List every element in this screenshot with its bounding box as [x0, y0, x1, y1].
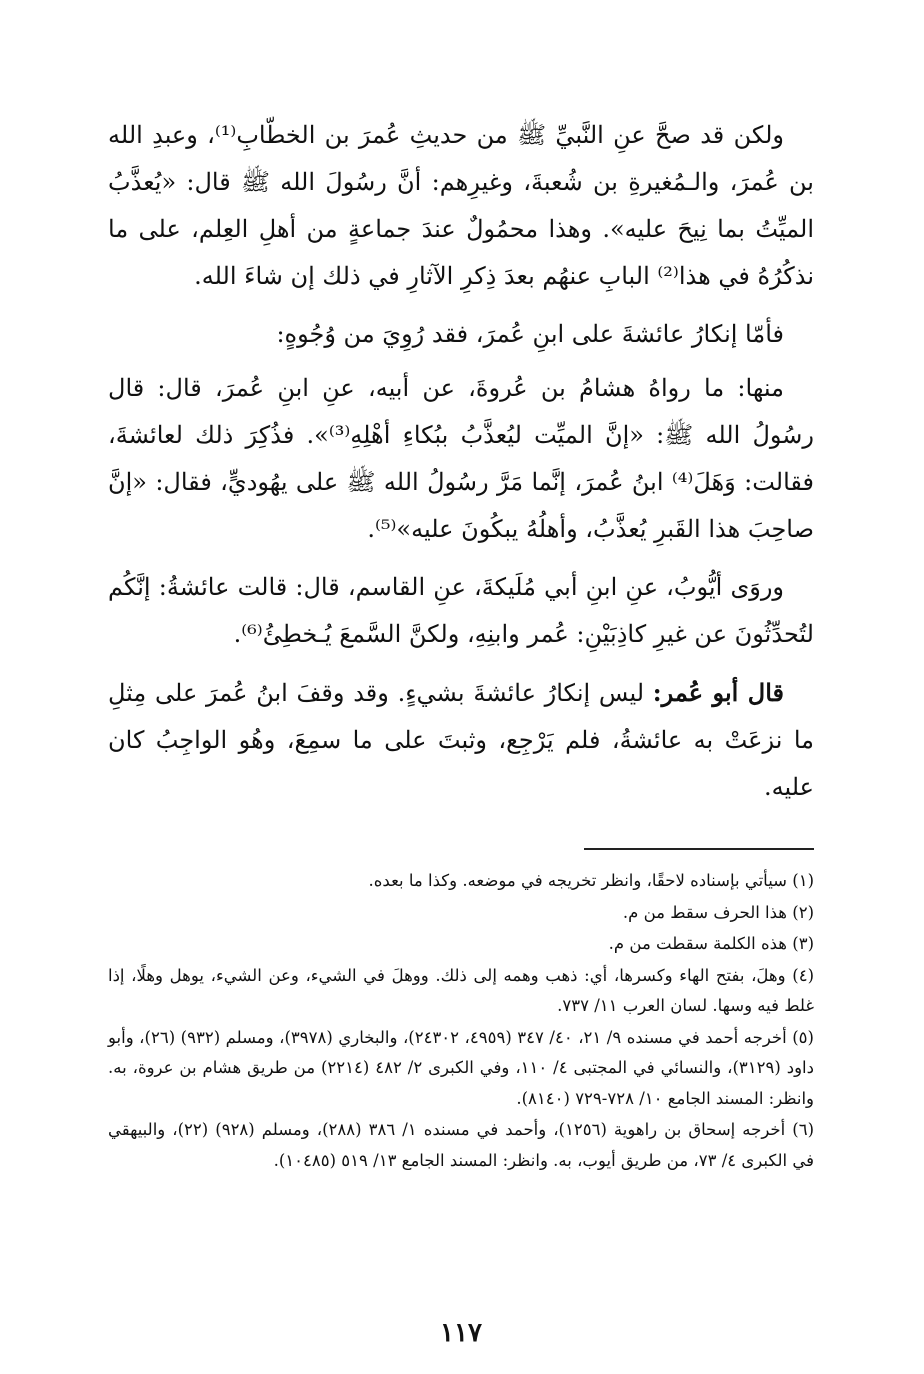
paragraph-5-text: ليس إنكارُ عائشةَ بشيءٍ. وقد وقفَ ابنُ عُمرَ على مِثلِ ما نزعَتْ به عائشةُ، فلم يَرْجِع، وثبتَ على ما سمِعَ، وهُو الواجِبُ كان عليه. — [108, 679, 814, 801]
paragraph-4: وروَى أيُّوبُ، عنِ ابنِ أبي مُلَيكةَ، عنِ القاسم، قال: قالت عائشةُ: إنَّكُم لتُحدِّثُونَ عن غيرِ كاذِبَيْنِ: عُمر وابنِهِ، ولكنَّ السَّمعَ يُـخطِئُ⁽⁶⁾. — [108, 573, 814, 648]
footnote-5: (٥) أخرجه أحمد في مسنده ٩/ ٢١، ٤٠/ ٣٤٧ (٤٩٥٩، ٢٤٣٠٢)، والبخاري (٣٩٧٨)، ومسلم (٩٣٢) (٢٦)، وأبو داود (٣١٢٩)، والنسائي في المجتبى ٤/ ١١٠، وفي الكبرى ٢/ ٤٨٢ (٢٢١٤) من طريق هشام بن عروة، به. وانظر: المسند الجامع ١٠/ ٧٢٨-٧٢٩ (٨١٤٠). — [108, 1027, 814, 1108]
footnote-2: (٢) هذا الحرف سقط من م. — [622, 902, 814, 922]
speaker-lead: قال أبو عُمر: — [652, 678, 784, 707]
paragraph-1: ولكن قد صحَّ عنِ النَّبيِّ ﷺ من حديثِ عُمرَ بن الخطّابِ⁽¹⁾، وعبدِ الله بن عُمرَ، والـمُغيرةِ بن شُعبةَ، وغيرِهم: أنَّ رسُولَ الله ﷺ قال: «يُعذَّبُ الميِّتُ بما نِيحَ عليه». وهذا محمُولٌ عندَ جماعةٍ من أهلِ العِلم، على ما نذكُرُهُ في هذا⁽²⁾ البابِ عنهُم بعدَ ذِكرِ الآثارِ في ذلك إن شاءَ الله. — [108, 121, 814, 290]
paragraph-2: فأمّا إنكارُ عائشةَ على ابنِ عُمرَ، فقد رُوِيَ من وُجُوهٍ: — [276, 320, 784, 348]
footnotes — [108, 866, 814, 1177]
footnote-3: (٣) هذه الكلمة سقطت من م. — [608, 934, 814, 953]
footnote-1: (١) سيأتي بإسناده لاحقًا، وانظر تخريجه في موضعه. وكذا ما بعده. — [368, 871, 814, 890]
paragraph-5 — [108, 669, 814, 811]
book-page — [108, 0, 814, 1374]
footnote-separator — [584, 848, 814, 850]
main-text — [108, 112, 814, 822]
footnote-4: (٤) وهلَ، بفتح الهاء وكسرها، أي: ذهب وهمه إلى ذلك. ووهلَ في الشيء، وعن الشيء، يوهل وهلًا، إذا غلط فيه وسها. لسان العرب ١١/ ٧٣٧. — [108, 965, 814, 1015]
footnote-6: (٦) أخرجه إسحاق بن راهوية (١٢٥٦)، وأحمد في مسنده ١/ ٣٨٦ (٢٨٨)، ومسلم (٩٢٨) (٢٢)، والبيهقي في الكبرى ٤/ ٧٣، من طريق أيوب، به. وانظر: المسند الجامع ١٣/ ٥١٩ (١٠٤٨٥). — [108, 1120, 814, 1170]
paragraph-3: منها: ما رواهُ هشامُ بن عُروةَ، عن أبيه، عنِ ابنِ عُمرَ، قال: قال رسُولُ الله ﷺ: «إنَّ الميِّت ليُعذَّبُ ببُكاءِ أهْلِهِ⁽³⁾». فذُكِرَ ذلك لعائشةَ، فقالت: وَهَلَ⁽⁴⁾ ابنُ عُمرَ، إنَّما مَرَّ رسُولُ الله ﷺ على يهُوديٍّ، فقال: «إنَّ صاحِبَ هذا القَبرِ يُعذَّبُ، وأهلُهُ يبكُونَ عليه»⁽⁵⁾. — [108, 374, 815, 543]
page-number: ١١٧ — [440, 1318, 482, 1348]
